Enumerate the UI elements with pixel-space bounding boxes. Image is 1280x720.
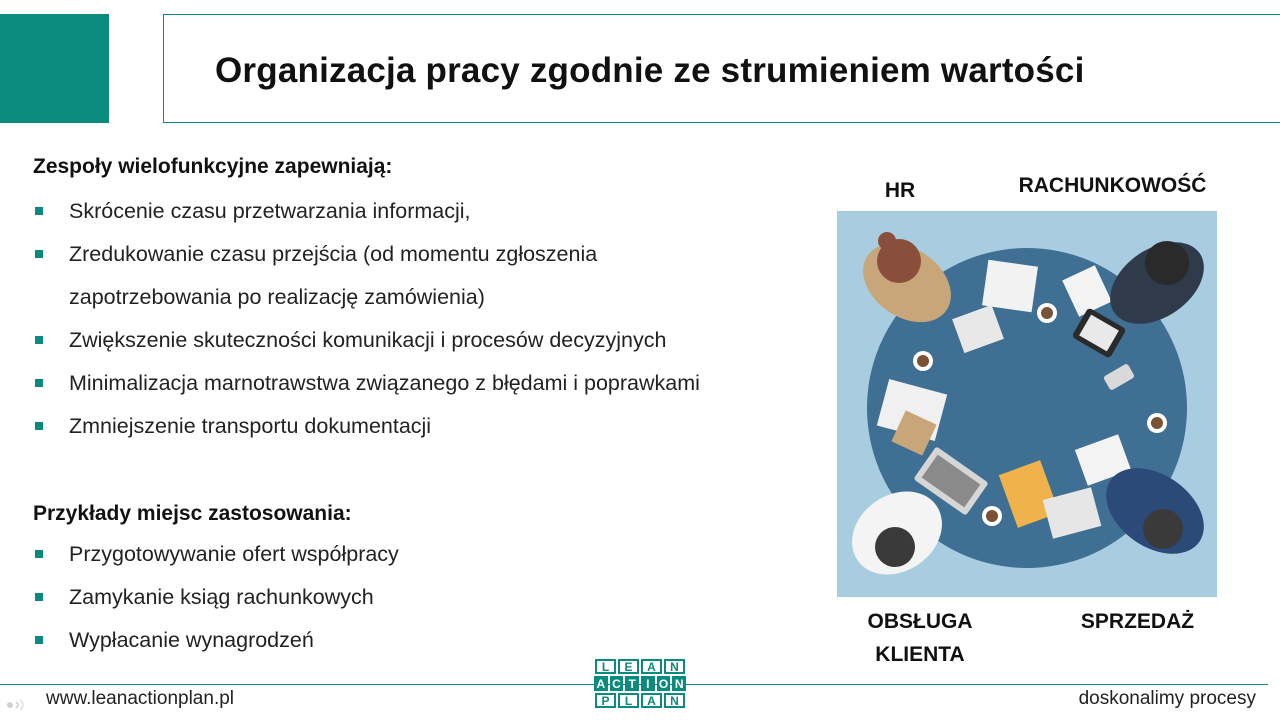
list-item: Wypłacanie wynagrodzeń [33,619,399,662]
lean-action-plan-logo: L E A N A C T I O N P L A N [594,659,686,710]
list-item: Zamykanie ksiąg rachunkowych [33,576,399,619]
label-accounting: RACHUNKOWOŚĆ [1018,174,1207,197]
list-item: Skrócenie czasu przetwarzania informacji, [33,190,700,233]
list-item: Zmniejszenie transportu dokumentacji [33,405,700,448]
list-item: Minimalizacja marnotrawstwa związanego z błędami i poprawkami [33,362,700,405]
label-sales: SPRZEDAŻ [1080,610,1195,633]
section1-list [33,190,700,448]
page-title: Organizacja pracy zgodnie ze strumieniem wartości [215,51,1085,90]
bullet-square-icon [35,207,43,215]
title-box [163,14,1280,123]
label-hr: HR [884,179,916,202]
label-customer-service: OBSŁUGA KLIENTA [867,610,973,666]
list-item-continuation: zapotrzebowania po realizację zamówienia) [69,285,485,309]
bullet-square-icon [35,550,43,558]
bullet-square-icon [35,336,43,344]
team-meeting-illustration [837,211,1217,597]
accent-block [0,14,109,123]
footer-slogan: doskonalimy procesy [1078,688,1256,709]
bullet-square-icon [35,593,43,601]
list-item: Przygotowywanie ofert współpracy [33,533,399,576]
bullet-square-icon [35,636,43,644]
section1-heading: Zespoły wielofunkcyjne zapewniają: [33,155,393,178]
bullet-square-icon [35,422,43,430]
bullet-square-icon [35,379,43,387]
footer-website: www.leanactionplan.pl [46,688,235,709]
section2-list [33,533,399,662]
list-item: Zredukowanie czasu przejścia (od momentu zgłoszenia [33,233,700,276]
bullet-square-icon [35,250,43,258]
list-item: Zwiększenie skuteczności komunikacji i procesów decyzyjnych [33,319,700,362]
section2-heading: Przykłady miejsc zastosowania: [33,502,352,525]
audio-icon[interactable] [4,698,44,712]
